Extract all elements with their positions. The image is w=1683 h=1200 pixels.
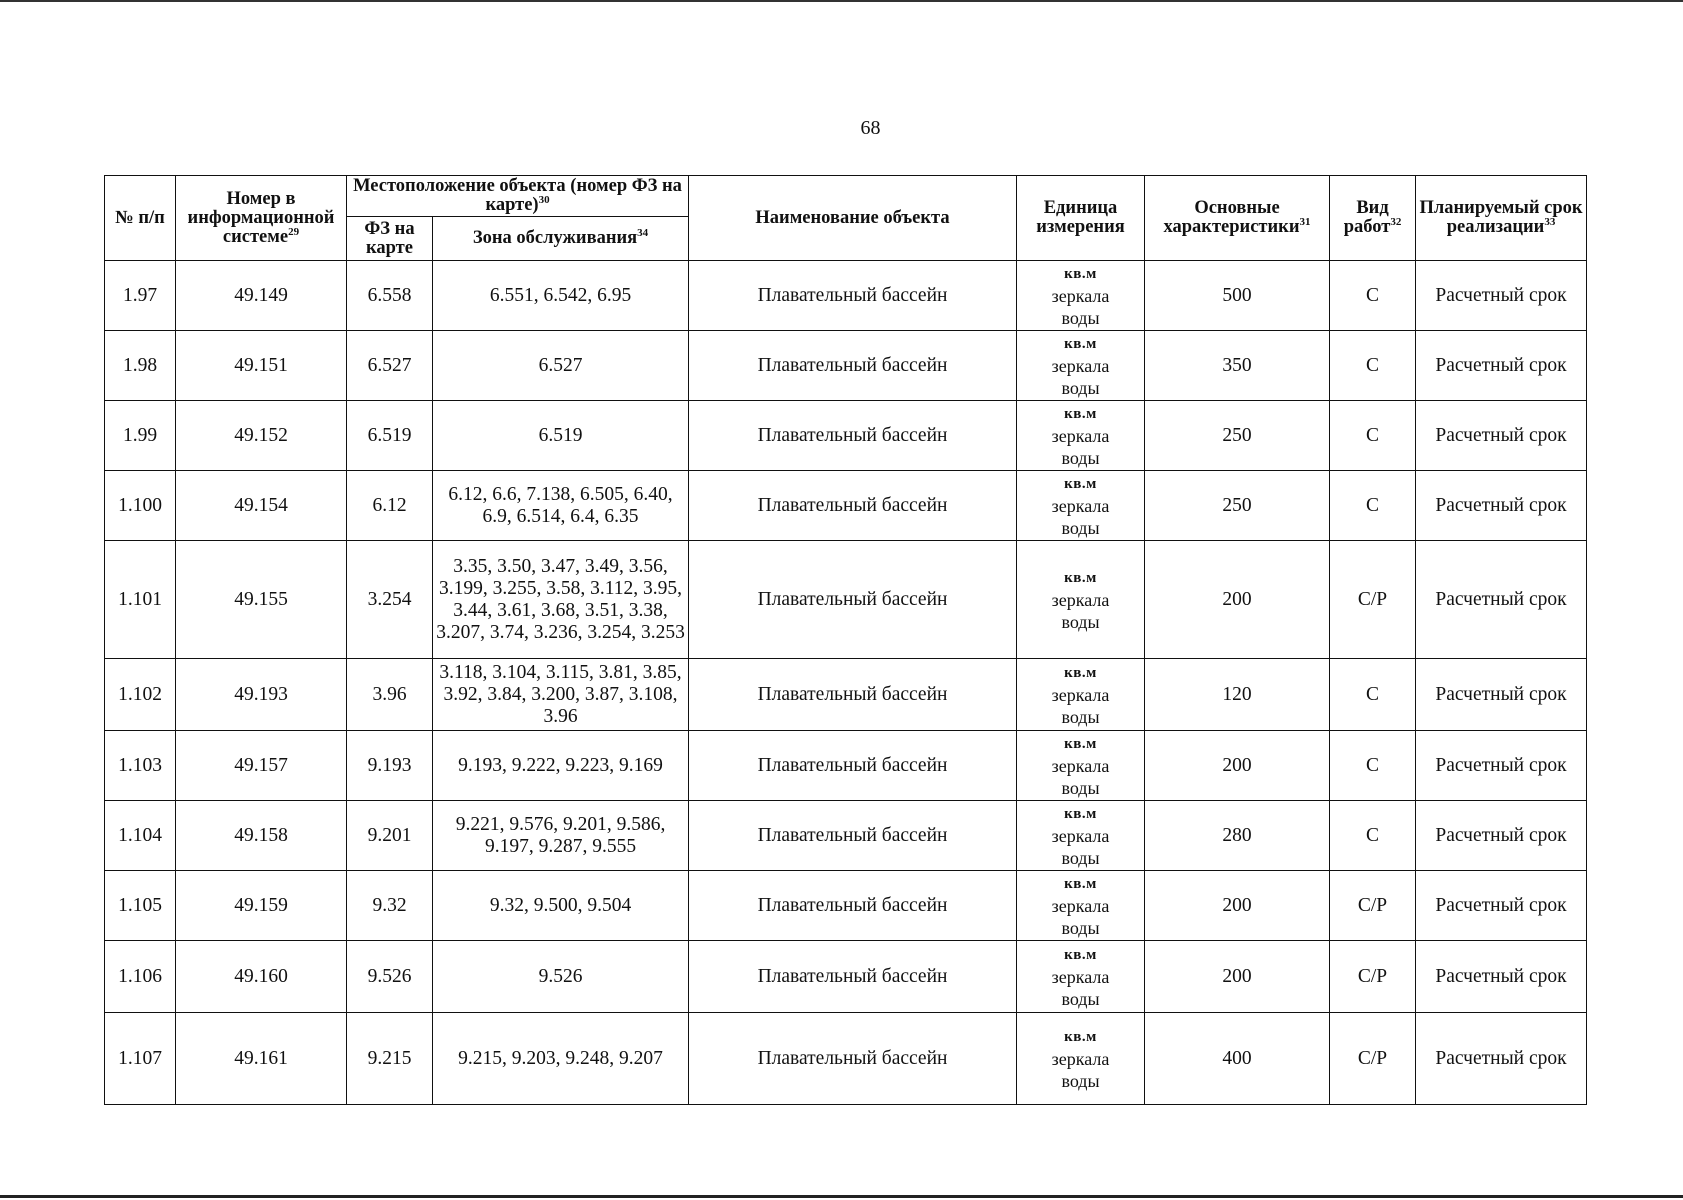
unit-measure: кв.м — [1064, 875, 1097, 892]
unit-measure: кв.м — [1064, 335, 1097, 352]
cell-term: Расчетный срок — [1416, 731, 1587, 801]
footnote-mark: 33 — [1544, 215, 1556, 228]
table-row — [105, 1013, 1587, 1105]
cell-term: Расчетный срок — [1416, 261, 1587, 331]
cell-info-number: 49.152 — [176, 401, 347, 471]
cell-fz: 6.527 — [347, 331, 433, 401]
unit-measure: кв.м — [1064, 664, 1097, 681]
objects-table — [104, 175, 1587, 1105]
unit-measure-line: зеркала — [1051, 684, 1110, 705]
unit-measure-line: воды — [1061, 777, 1100, 798]
cell-name: Плавательный бассейн — [689, 1013, 1017, 1105]
cell-num: 1.106 — [105, 941, 176, 1013]
unit-measure-line: зеркала — [1051, 895, 1110, 916]
unit-measure-line: воды — [1061, 307, 1100, 328]
cell-characteristics: 250 — [1145, 471, 1330, 541]
cell-unit — [1017, 401, 1145, 471]
header-zone: Зона обслуживания$^{34}$ — [433, 217, 689, 261]
footnote-mark: 34 — [637, 226, 649, 239]
cell-zone: 6.551, 6.542, 6.95 — [433, 261, 689, 331]
cell-name: Плавательный бассейн — [689, 871, 1017, 941]
cell-name: Плавательный бассейн — [689, 471, 1017, 541]
cell-unit — [1017, 541, 1145, 659]
table-row — [105, 541, 1587, 659]
unit-measure: кв.м — [1064, 405, 1097, 422]
unit-measure: кв.м — [1064, 475, 1097, 492]
cell-num: 1.101 — [105, 541, 176, 659]
cell-characteristics: 280 — [1145, 801, 1330, 871]
unit-measure-line: воды — [1061, 517, 1100, 538]
table-row — [105, 401, 1587, 471]
cell-info-number: 49.154 — [176, 471, 347, 541]
bottom-rule — [0, 1195, 1683, 1198]
header-characteristics: Основные характеристики$^{31}$ — [1145, 176, 1330, 261]
cell-fz: 9.193 — [347, 731, 433, 801]
unit-measure-line: воды — [1061, 917, 1100, 938]
cell-characteristics: 200 — [1145, 731, 1330, 801]
table-row — [105, 731, 1587, 801]
cell-info-number: 49.159 — [176, 871, 347, 941]
cell-term: Расчетный срок — [1416, 801, 1587, 871]
table-row — [105, 801, 1587, 871]
cell-name: Плавательный бассейн — [689, 401, 1017, 471]
cell-fz: 9.32 — [347, 871, 433, 941]
unit-measure-line: воды — [1061, 706, 1100, 727]
unit-measure: кв.м — [1064, 946, 1097, 963]
cell-unit — [1017, 731, 1145, 801]
table-row — [105, 871, 1587, 941]
cell-unit — [1017, 471, 1145, 541]
cell-characteristics: 500 — [1145, 261, 1330, 331]
cell-info-number: 49.161 — [176, 1013, 347, 1105]
cell-fz: 9.201 — [347, 801, 433, 871]
footnote-mark: 32 — [1390, 215, 1402, 228]
cell-num: 1.100 — [105, 471, 176, 541]
cell-term: Расчетный срок — [1416, 871, 1587, 941]
unit-measure: кв.м — [1064, 1028, 1097, 1045]
cell-unit — [1017, 941, 1145, 1013]
unit-measure-line: зеркала — [1051, 355, 1110, 376]
cell-characteristics: 200 — [1145, 541, 1330, 659]
unit-measure-line: зеркала — [1051, 1048, 1110, 1069]
cell-info-number: 49.157 — [176, 731, 347, 801]
footnote-mark: 31 — [1299, 215, 1311, 228]
cell-num: 1.102 — [105, 659, 176, 731]
table-row — [105, 659, 1587, 731]
cell-fz: 3.254 — [347, 541, 433, 659]
cell-fz: 9.215 — [347, 1013, 433, 1105]
cell-zone: 9.221, 9.576, 9.201, 9.586, 9.197, 9.287, 9.555 — [433, 801, 689, 871]
cell-term: Расчетный срок — [1416, 541, 1587, 659]
cell-unit — [1017, 261, 1145, 331]
cell-work-type: С — [1330, 401, 1416, 471]
header-num: № п/п — [105, 176, 176, 261]
cell-zone: 6.527 — [433, 331, 689, 401]
cell-fz: 3.96 — [347, 659, 433, 731]
cell-work-type: С — [1330, 471, 1416, 541]
cell-term: Расчетный срок — [1416, 1013, 1587, 1105]
footnote-mark: 29 — [288, 225, 300, 238]
unit-measure-line: воды — [1061, 988, 1100, 1009]
cell-work-type: С — [1330, 801, 1416, 871]
cell-work-type: С/Р — [1330, 941, 1416, 1013]
cell-name: Плавательный бассейн — [689, 801, 1017, 871]
cell-zone: 3.118, 3.104, 3.115, 3.81, 3.85, 3.92, 3.84, 3.200, 3.87, 3.108, 3.96 — [433, 659, 689, 731]
cell-unit — [1017, 1013, 1145, 1105]
top-rule — [0, 0, 1683, 2]
unit-measure: кв.м — [1064, 805, 1097, 822]
cell-work-type: С/Р — [1330, 1013, 1416, 1105]
unit-measure-line: зеркала — [1051, 825, 1110, 846]
cell-fz: 6.12 — [347, 471, 433, 541]
cell-work-type: С — [1330, 331, 1416, 401]
cell-work-type: С — [1330, 261, 1416, 331]
unit-measure-line: зеркала — [1051, 425, 1110, 446]
cell-zone: 9.32, 9.500, 9.504 — [433, 871, 689, 941]
unit-measure: кв.м — [1064, 735, 1097, 752]
header-term: Планируемый срок реализации$^{33}$ — [1416, 176, 1587, 261]
cell-characteristics: 400 — [1145, 1013, 1330, 1105]
cell-fz: 9.526 — [347, 941, 433, 1013]
cell-work-type: С — [1330, 731, 1416, 801]
unit-measure-line: воды — [1061, 847, 1100, 868]
footnote-mark: 30 — [538, 193, 550, 206]
header-unit: Единица измерения — [1017, 176, 1145, 261]
cell-name: Плавательный бассейн — [689, 541, 1017, 659]
header-location: Местоположение объекта (номер ФЗ на карте)$^{30}$ — [347, 176, 689, 217]
cell-zone: 6.519 — [433, 401, 689, 471]
cell-term: Расчетный срок — [1416, 401, 1587, 471]
cell-info-number: 49.158 — [176, 801, 347, 871]
cell-zone: 3.35, 3.50, 3.47, 3.49, 3.56, 3.199, 3.255, 3.58, 3.112, 3.95, 3.44, 3.61, 3.68, 3.51, 3.38, 3.207, 3.74, 3.236, 3.254, 3.253 — [433, 541, 689, 659]
cell-name: Плавательный бассейн — [689, 331, 1017, 401]
cell-unit — [1017, 659, 1145, 731]
header-name: Наименование объекта — [689, 176, 1017, 261]
cell-characteristics: 120 — [1145, 659, 1330, 731]
cell-unit — [1017, 801, 1145, 871]
cell-info-number: 49.151 — [176, 331, 347, 401]
header-info-number: Номер в информационной системе$^{29}$ — [176, 176, 347, 261]
table-row — [105, 471, 1587, 541]
unit-measure-line: воды — [1061, 611, 1100, 632]
cell-zone: 9.526 — [433, 941, 689, 1013]
cell-characteristics: 250 — [1145, 401, 1330, 471]
cell-characteristics: 200 — [1145, 871, 1330, 941]
cell-num: 1.99 — [105, 401, 176, 471]
unit-measure-line: зеркала — [1051, 495, 1110, 516]
cell-info-number: 49.149 — [176, 261, 347, 331]
cell-fz: 6.558 — [347, 261, 433, 331]
cell-info-number: 49.155 — [176, 541, 347, 659]
cell-zone: 9.193, 9.222, 9.223, 9.169 — [433, 731, 689, 801]
unit-measure-line: воды — [1061, 1070, 1100, 1091]
unit-measure-line: воды — [1061, 447, 1100, 468]
cell-info-number: 49.160 — [176, 941, 347, 1013]
cell-num: 1.103 — [105, 731, 176, 801]
header-work-type: Вид работ$^{32}$ — [1330, 176, 1416, 261]
cell-characteristics: 350 — [1145, 331, 1330, 401]
cell-work-type: С — [1330, 659, 1416, 731]
unit-measure-line: зеркала — [1051, 755, 1110, 776]
cell-zone: 6.12, 6.6, 7.138, 6.505, 6.40, 6.9, 6.514, 6.4, 6.35 — [433, 471, 689, 541]
cell-name: Плавательный бассейн — [689, 261, 1017, 331]
unit-measure-line: зеркала — [1051, 589, 1110, 610]
cell-work-type: С/Р — [1330, 541, 1416, 659]
cell-work-type: С/Р — [1330, 871, 1416, 941]
cell-unit — [1017, 871, 1145, 941]
cell-term: Расчетный срок — [1416, 659, 1587, 731]
unit-measure: кв.м — [1064, 569, 1097, 586]
unit-measure-line: зеркала — [1051, 285, 1110, 306]
cell-name: Плавательный бассейн — [689, 731, 1017, 801]
header-fz: ФЗ на карте — [347, 217, 433, 261]
unit-measure-line: зеркала — [1051, 966, 1110, 987]
cell-num: 1.104 — [105, 801, 176, 871]
cell-info-number: 49.193 — [176, 659, 347, 731]
table-row — [105, 261, 1587, 331]
cell-name: Плавательный бассейн — [689, 941, 1017, 1013]
unit-measure-line: воды — [1061, 377, 1100, 398]
cell-num: 1.98 — [105, 331, 176, 401]
page-number: 68 — [860, 117, 881, 139]
cell-num: 1.107 — [105, 1013, 176, 1105]
cell-characteristics: 200 — [1145, 941, 1330, 1013]
cell-term: Расчетный срок — [1416, 471, 1587, 541]
cell-name: Плавательный бассейн — [689, 659, 1017, 731]
unit-measure: кв.м — [1064, 265, 1097, 282]
cell-num: 1.97 — [105, 261, 176, 331]
cell-term: Расчетный срок — [1416, 331, 1587, 401]
cell-fz: 6.519 — [347, 401, 433, 471]
table-row — [105, 331, 1587, 401]
cell-unit — [1017, 331, 1145, 401]
cell-term: Расчетный срок — [1416, 941, 1587, 1013]
table-row — [105, 941, 1587, 1013]
cell-zone: 9.215, 9.203, 9.248, 9.207 — [433, 1013, 689, 1105]
cell-num: 1.105 — [105, 871, 176, 941]
